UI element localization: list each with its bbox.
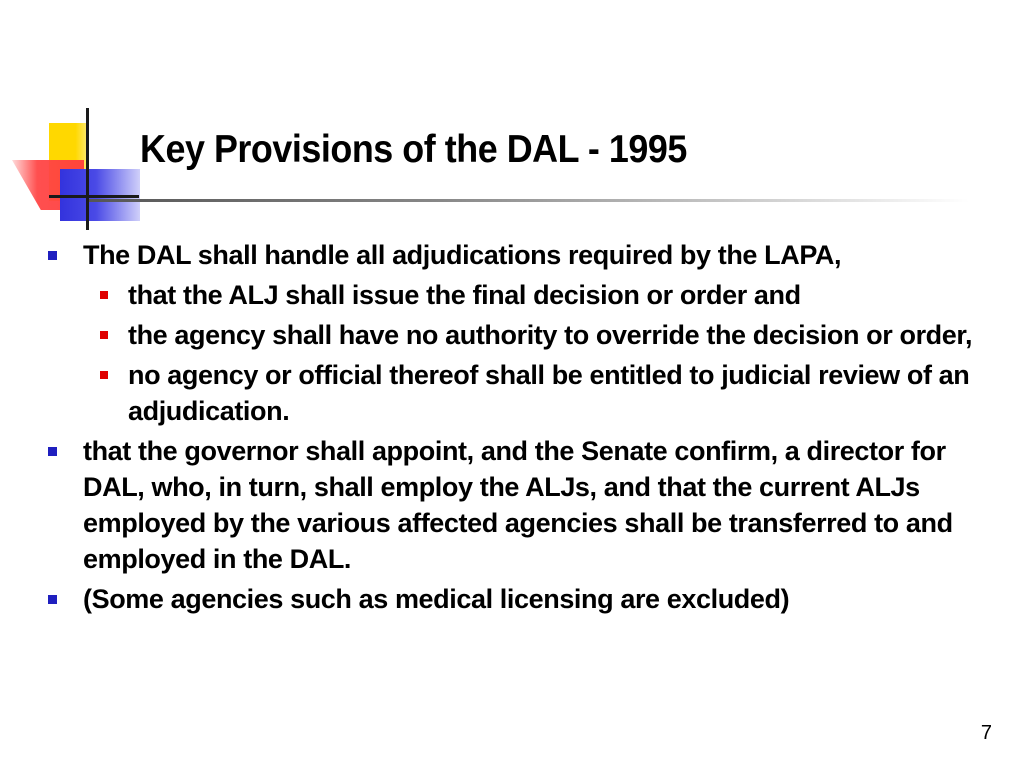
square-bullet-icon <box>100 331 108 339</box>
square-bullet-icon <box>100 371 108 379</box>
page-number: 7 <box>980 722 992 744</box>
bullet-list <box>44 237 974 621</box>
square-bullet-icon <box>48 447 57 456</box>
logo-vertical-line <box>86 108 89 230</box>
bullet-item <box>44 581 974 617</box>
bullet-item <box>44 433 974 577</box>
title-divider <box>89 199 969 202</box>
bullet-text: that the ALJ shall issue the final decision or order and <box>128 280 801 310</box>
logo-horizontal-line <box>49 195 139 198</box>
sub-bullet-item <box>44 317 974 353</box>
bullet-text: that the governor shall appoint, and the Senate confirm, a director for DAL, who, in turn, shall employ the ALJs, and that the current ALJs employed by the various affected agencies shall be transferred to and employed in the DAL. <box>83 436 953 574</box>
slide-title: Key Provisions of the DAL - 1995 <box>140 128 687 171</box>
sub-bullet-item <box>44 277 974 313</box>
square-bullet-icon <box>100 291 108 299</box>
sub-bullet-item <box>44 357 974 429</box>
bullet-text: no agency or official thereof shall be entitled to judicial review of an adjudication. <box>128 360 970 426</box>
bullet-text: The DAL shall handle all adjudications required by the LAPA, <box>83 240 842 270</box>
bullet-text: (Some agencies such as medical licensing are excluded) <box>83 584 790 614</box>
decorative-logo <box>0 0 140 240</box>
bullet-text: the agency shall have no authority to override the decision or order, <box>128 320 973 350</box>
square-bullet-icon <box>48 251 57 260</box>
square-bullet-icon <box>48 595 57 604</box>
bullet-item <box>44 237 974 273</box>
